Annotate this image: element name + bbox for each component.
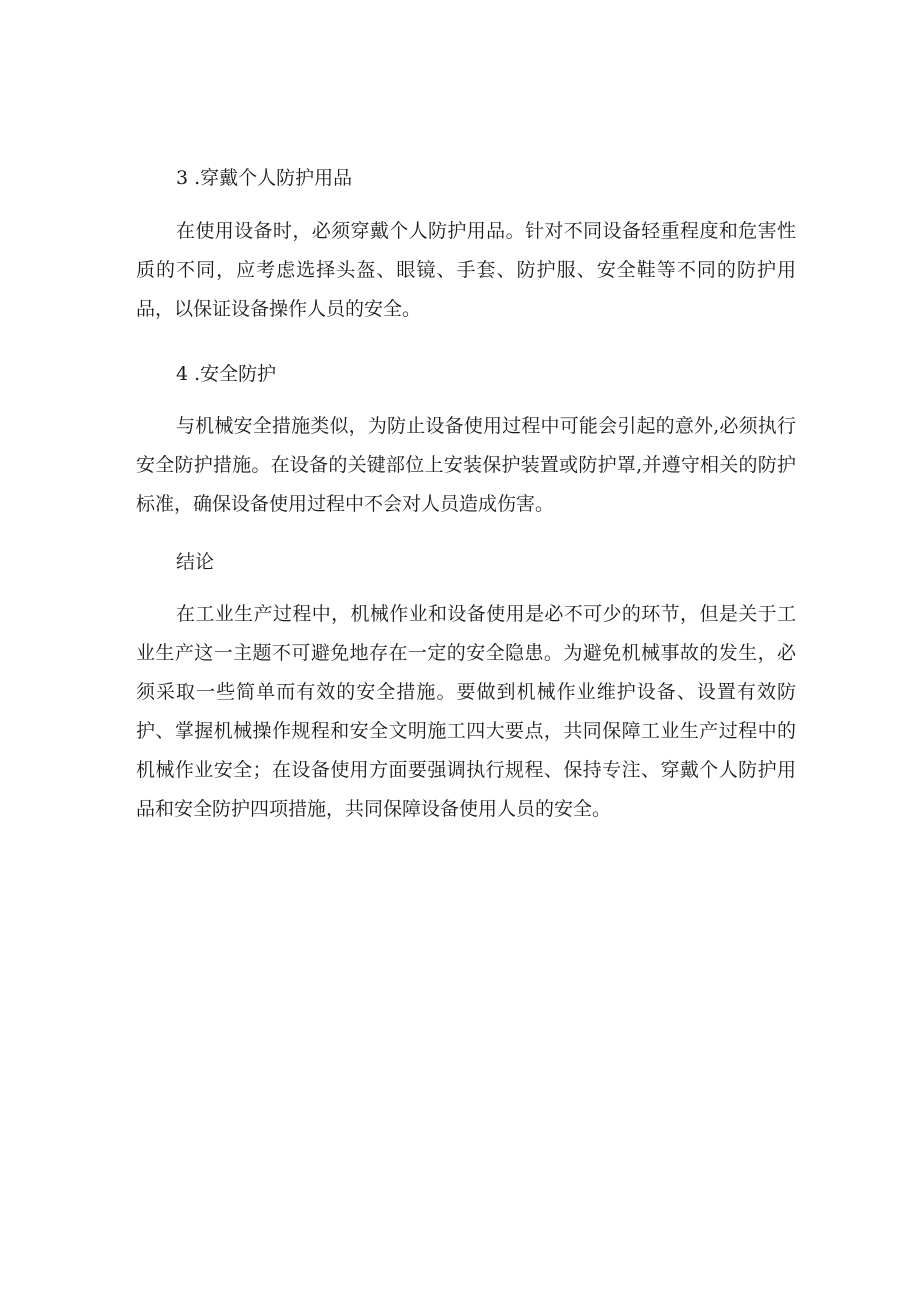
section-body-safety-protection: 与机械安全措施类似，为防止设备使用过程中可能会引起的意外,必须执行安全防护措施。在设备的关键部位上安装保护装置或防护罩,并遵守相关的防护标准，确保设备使用过程中不会对人员造成伤害。 [136,415,796,515]
section-heading-conclusion: 结论 [176,551,215,573]
section-heading-ppe: 3 .穿戴个人防护用品 [176,167,353,189]
section-heading-safety-protection: 4 .安全防护 [176,363,277,385]
section-body-conclusion: 在工业生产过程中，机械作业和设备使用是必不可少的环节，但是关于工业生产这一主题不可避免地存在一定的安全隐患。为避免机械事故的发生，必须采取一些简单而有效的安全措施。要做到机械作业维护设备、设置有效防护、掌握机械操作规程和安全文明施工四大要点，共同保障工业生产过程中的机械作业安全；在设备使用方面要强调执行规程、保持专注、穿戴个人防护用品和安全防护四项措施，共同保障设备使用人员的安全。 [136,603,796,820]
section-body-ppe: 在使用设备时，必须穿戴个人防护用品。针对不同设备轻重程度和危害性质的不同，应考虑选择头盔、眼镜、手套、防护服、安全鞋等不同的防护用品，以保证设备操作人员的安全。 [136,220,796,320]
